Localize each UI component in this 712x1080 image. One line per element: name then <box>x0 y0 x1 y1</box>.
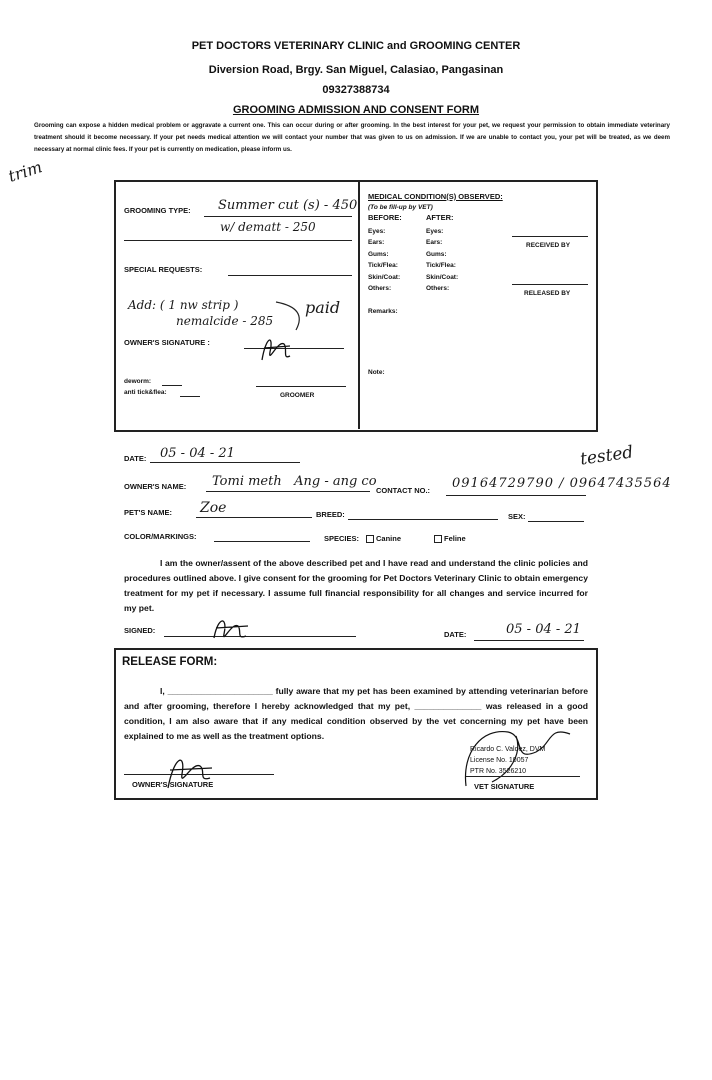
release-owner-signature-mark <box>160 748 220 798</box>
before-item: Gums: <box>368 250 389 258</box>
after-item: Tick/Flea: <box>426 262 456 270</box>
note-label: Note: <box>368 369 385 376</box>
contact-label: CONTACT NO.: <box>376 486 431 495</box>
before-item: Tick/Flea: <box>368 262 398 270</box>
before-item: Skin/Coat: <box>368 273 401 281</box>
owner-name-value: Tomi meth Ang - ang co <box>212 474 377 489</box>
received-by-label: RECEIVED BY <box>526 242 571 249</box>
before-item: Others: <box>368 285 392 293</box>
after-item: Skin/Coat: <box>426 273 459 281</box>
margin-note: trim <box>5 157 45 186</box>
signed-signature-mark <box>208 614 258 648</box>
special-requests-value-2: nemalcide - 285 <box>176 314 274 328</box>
owner-signature-label: OWNER'S SIGNATURE : <box>124 338 210 347</box>
consent-paragraph: I am the owner/assent of the above described pet and I have read and understand the clinic policies and procedures outlined above. I give consent for the grooming for Pet Doctors Veterinary Clinic to obtain emergency treatment for my pet if necessary. I assume full financial responsibility for all changes and service incurred for my pet. <box>124 558 588 613</box>
clinic-phone: 09327388734 <box>322 84 390 96</box>
released-by-label: RELEASED BY <box>524 290 571 297</box>
stamp-license: License No. 10057 <box>470 757 529 764</box>
medical-title: MEDICAL CONDITION(S) OBSERVED: <box>368 192 503 201</box>
color-label: COLOR/MARKINGS: <box>124 532 197 541</box>
after-item: Eyes: <box>426 228 444 235</box>
signed-date-label: DATE: <box>444 630 467 639</box>
grooming-type-label: GROOMING TYPE: <box>124 206 191 215</box>
species-canine[interactable] <box>364 534 401 543</box>
stamp-name: Ricardo C. Valdez, DVM <box>470 746 546 753</box>
species-feline[interactable] <box>432 534 466 543</box>
after-items <box>426 226 458 294</box>
date-value: 05 - 04 - 21 <box>160 446 235 461</box>
after-item: Others: <box>426 285 450 293</box>
remarks-label: Remarks: <box>368 308 398 315</box>
special-requests-value: Add: ( 1 nw strip ) <box>128 298 239 312</box>
canine-checkbox[interactable] <box>366 535 374 543</box>
before-item: Ears: <box>368 239 385 247</box>
clinic-address: Diversion Road, Brgy. San Miguel, Calasiao, Pangasinan <box>208 64 504 76</box>
species-label: SPECIES: <box>324 534 360 543</box>
after-item: Gums: <box>426 250 447 258</box>
before-items <box>368 226 400 294</box>
antitick-label: anti tick&flea: <box>124 389 167 396</box>
pet-name-label: PET'S NAME: <box>124 508 173 517</box>
paid-bracket <box>272 300 312 334</box>
form-title: GROOMING ADMISSION AND CONSENT FORM <box>232 104 480 116</box>
vet-signature-label: VET SIGNATURE <box>474 782 535 791</box>
before-label: BEFORE: <box>368 213 402 222</box>
feline-label: Feline <box>444 534 466 543</box>
box-divider <box>358 182 360 429</box>
signed-date-value: 05 - 04 - 21 <box>506 622 581 637</box>
deworm-label: deworm: <box>124 378 152 385</box>
contact-value: 09164729790 / 09647435564 <box>452 476 672 491</box>
feline-checkbox[interactable] <box>434 535 442 543</box>
after-item: Ears: <box>426 239 443 247</box>
signed-label: SIGNED: <box>124 626 156 635</box>
owner-signature-release-label: OWNER'S SIGNATURE <box>132 780 214 789</box>
groomer-label: GROOMER <box>280 392 315 399</box>
date-label: DATE: <box>124 454 147 463</box>
canine-label: Canine <box>376 534 402 543</box>
grooming-type-value: Summer cut (s) - 450 <box>218 198 358 213</box>
paid-note: paid <box>305 298 341 317</box>
stamp-ptr: PTR No. 3526210 <box>470 768 527 775</box>
after-label: AFTER: <box>426 213 454 222</box>
special-requests-label: SPECIAL REQUESTS: <box>124 265 203 274</box>
clinic-name: PET DOCTORS VETERINARY CLINIC and GROOMING CENTER <box>191 40 521 52</box>
intro-paragraph: Grooming can expose a hidden medical problem or aggravate a current one. This can occur during or after grooming. In the best interest for your pet, we request your permission to obtain immediate veterinary treatment should it become necessary. If your pet needs medical attention we will contact your number that was given to us on admission. If we are unable to contact you, your pet will be treated, as we deem necessary at normal clinic fees. If your pet is currently on medication, please inform us. <box>34 122 670 153</box>
before-item: Eyes: <box>368 228 386 235</box>
breed-label: BREED: <box>316 510 345 519</box>
release-title: RELEASE FORM: <box>122 656 218 668</box>
sex-label: SEX: <box>508 512 526 521</box>
pet-name-value: Zoe <box>200 500 227 516</box>
medical-subtitle: (To be fill-up by VET) <box>368 204 433 211</box>
owner-name-label: OWNER'S NAME: <box>124 482 187 491</box>
owner-signature-mark <box>256 330 296 370</box>
tested-note: tested <box>578 442 635 470</box>
release-paragraph: I, ______________________ fully aware that my pet has been examined by attending veterinarian before and after grooming, therefore I hereby acknowledged that my pet, ______________ was released in a good condition, I am also aware that if any medical condition observed by the vet concerning my pet have been explained to me as well as the treatment options. <box>124 686 588 741</box>
grooming-type-value-2: w/ dematt - 250 <box>220 220 316 234</box>
